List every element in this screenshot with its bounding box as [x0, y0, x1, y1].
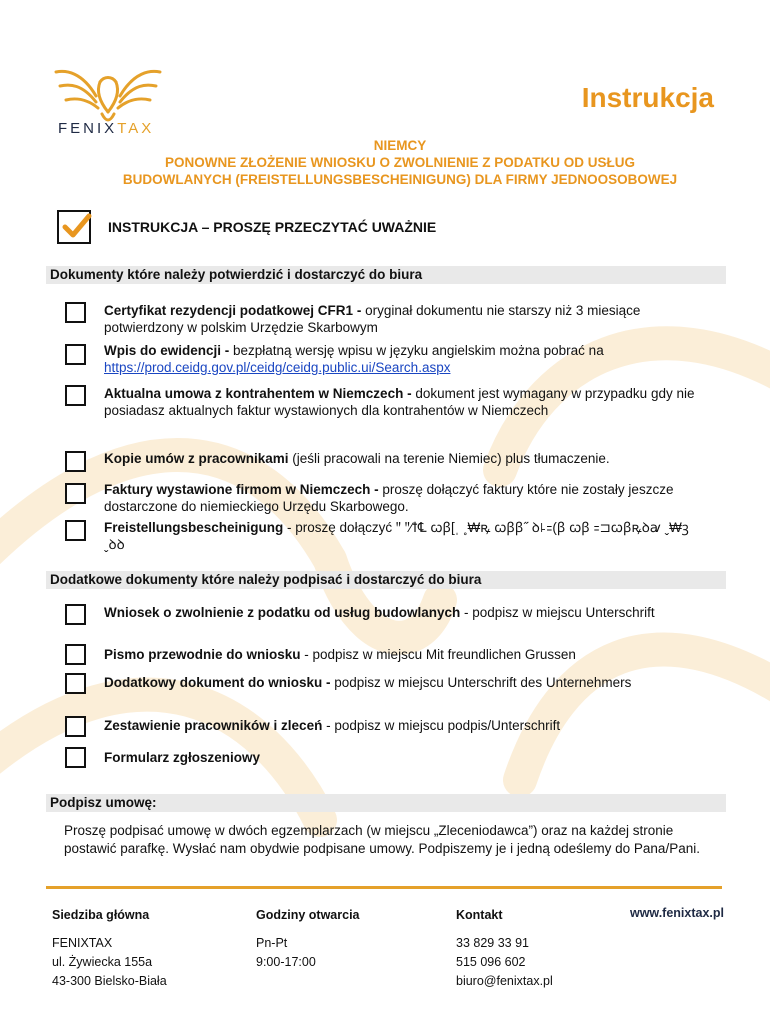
footer-divider — [46, 886, 722, 889]
document-header — [80, 137, 720, 188]
instruction-checkbox — [57, 210, 91, 244]
footer-email[interactable]: biuro@fenixtax.pl — [456, 974, 553, 988]
footer-contact: Kontakt 33 829 33 91 515 096 602 biuro@fenixtax.pl — [456, 906, 553, 991]
checkbox-formularz[interactable] — [65, 747, 86, 768]
checkbox-cfr1[interactable] — [65, 302, 86, 323]
list-item: Freistellungsbescheinigung - proszę dołączyć ꞌꞌ ꞌꞌ⁄ꝉ℄ ꞷꞵ[ˌ ˳₩ꝶ ꞷꞵꞵ˝ ꝺ꜕꞊(ꞵ ꞷꞵ ꞊⊐ꞷꞵꝶꝺꜹ ˬ₩ꝫ ˬꝺꝺ — [104, 520, 689, 552]
list-item: Wpis do ewidencji - bezpłatną wersję wpisu w języku angielskim można pobrać na https://prod.ceidg.gov.pl/ceidg/ceidg.public.ui/Search.aspx — [104, 343, 604, 375]
header-subject-line2: BUDOWLANYCH (FREISTELLUNGSBESCHEINIGUNG) DLA FIRMY JEDNOOSOBOWEJ — [122, 172, 678, 187]
page-title: Instrukcja — [581, 82, 714, 113]
checkbox-wpis[interactable] — [65, 344, 86, 365]
checkbox-faktury[interactable] — [65, 483, 86, 504]
footer-website-link[interactable]: www.fenixtax.pl — [629, 906, 724, 920]
footer-hq: Siedziba główna FENIXTAX ul. Żywiecka 155a 43-300 Bielsko-Biała — [52, 908, 167, 988]
checkbox-zestawienie[interactable] — [65, 716, 86, 737]
footer-hours: Godziny otwarcia Pn-Pt 9:00-17:00 — [256, 908, 360, 969]
checkbox-freistellung[interactable] — [65, 520, 86, 541]
header-country: NIEMCY — [373, 138, 427, 153]
section-documents-confirm: Dokumenty które należy potwierdzić i dostarczyć do biura — [46, 266, 726, 284]
list-item: Zestawienie pracowników i zleceń - podpisz w miejscu podpis/Unterschrift — [104, 718, 561, 733]
list-item: Aktualna umowa z kontrahentem w Niemczech - dokument jest wymagany w przypadku gdy nie posiadasz aktualnych faktur wystawionych dla kontrahentów w Niemczech — [104, 386, 695, 418]
checkbox-umowa[interactable] — [65, 385, 86, 406]
list-item: Faktury wystawione firmom w Niemczech - proszę dołączyć faktury które nie zostały jeszcze dostarczone do niemieckiego Urzędu Skarbowego. — [104, 482, 674, 514]
header-subject-line1: PONOWNE ZŁOŻENIE WNIOSKU O ZWOLNIENIE Z PODATKU OD USŁUG — [165, 155, 635, 170]
ceidg-link[interactable]: https://prod.ceidg.gov.pl/ceidg/ceidg.public.ui/Search.aspx — [104, 360, 451, 375]
instruction-heading: INSTRUKCJA – PROSZĘ PRZECZYTAĆ UWAŻNIE — [108, 219, 437, 235]
list-item: Wniosek o zwolnienie z podatku od usług budowlanych - podpisz w miejscu Unterschrift — [104, 605, 655, 620]
list-item: Formularz zgłoszeniowy — [104, 750, 261, 765]
list-item: Certyfikat rezydencji podatkowej CFR1 - oryginał dokumentu nie starszy niż 3 miesiące potwierdzony w polskim Urzędzie Skarbowym — [104, 303, 641, 335]
list-item: Pismo przewodnie do wniosku - podpisz w miejscu Mit freundlichen Grussen — [104, 647, 576, 662]
list-item: Kopie umów z pracownikami (jeśli pracowali na terenie Niemiec) plus tłumaczenie. — [104, 451, 610, 466]
checkbox-wniosek[interactable] — [65, 604, 86, 625]
checkmark-icon — [61, 212, 93, 242]
checkbox-pismo[interactable] — [65, 644, 86, 665]
logo-wordmark: FENIXTAX — [58, 120, 155, 137]
section-sign-contract: Podpisz umowę: — [46, 794, 726, 812]
section-documents-sign: Dodatkowe dokumenty które należy podpisać i dostarczyć do biura — [46, 571, 726, 589]
sign-contract-text: Proszę podpisać umowę w dwóch egzemplarzach (w miejscu „Zleceniodawca”) oraz na każdej stronie postawić parafkę. Wysłać nam obydwie podpisane umowy. Podpiszemy je i jedną odeślemy do Pana/Pani. — [64, 823, 700, 856]
list-item: Dodatkowy dokument do wniosku - podpisz w miejscu Unterschrift des Unternehmers — [104, 675, 632, 690]
checkbox-kopie-umow[interactable] — [65, 451, 86, 472]
checkbox-dodatkowy[interactable] — [65, 673, 86, 694]
